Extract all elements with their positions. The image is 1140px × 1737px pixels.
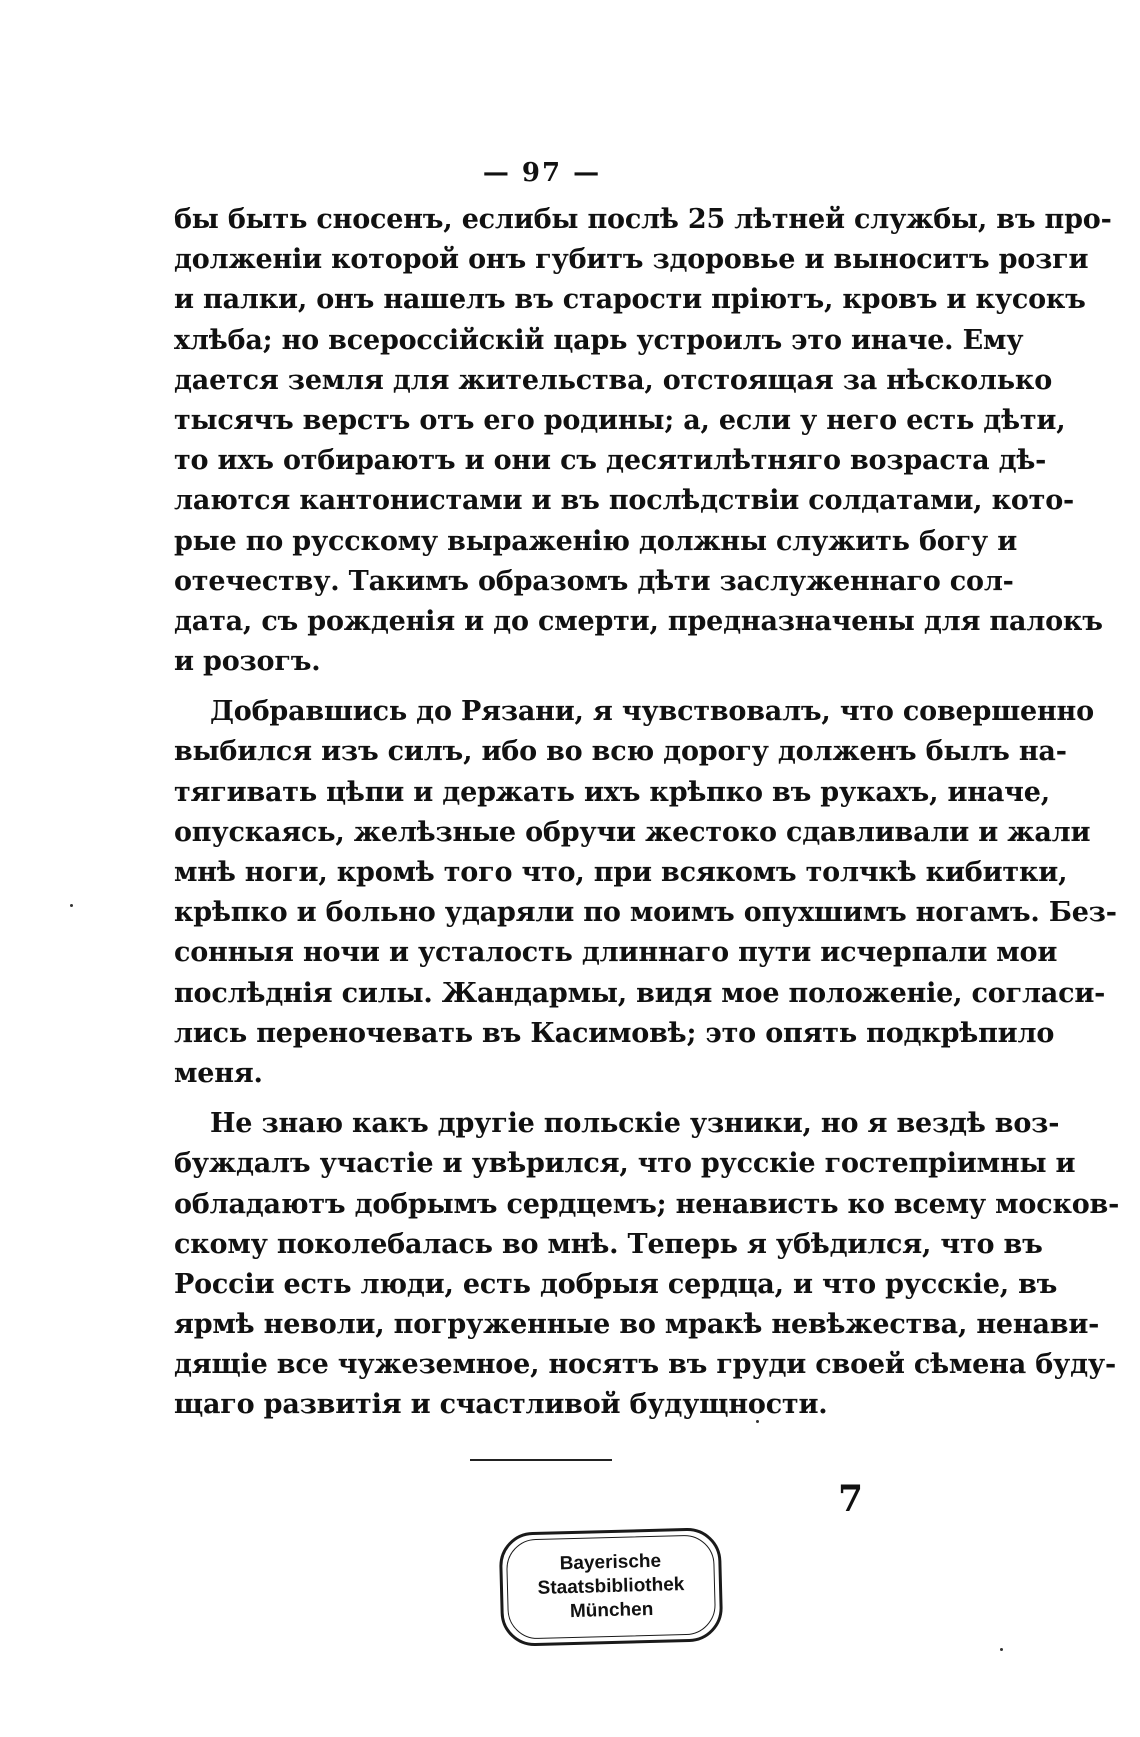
paragraphs-container — [174, 200, 1120, 1426]
paper-speck — [70, 904, 73, 907]
body-text — [174, 200, 1120, 1426]
paragraph — [174, 692, 1117, 1094]
text-line: скому поколебалась во мнѣ. Теперь я убѣдился, что въ — [174, 1228, 1043, 1260]
text-line: буждалъ участіе и увѣрился, что русскіе гостепріимны и — [174, 1148, 1076, 1180]
text-line: дата, съ рожденія и до смерти, предназначены для палокъ — [174, 605, 1103, 637]
text-line: дящіе все чужеземное, носятъ въ груди своей сѣмена буду- — [174, 1349, 1116, 1381]
printer-signature: 7 — [838, 1478, 864, 1520]
text-line: Россіи есть люди, есть добрыя сердца, и что русскіе, въ — [174, 1268, 1058, 1300]
text-line: сонныя ночи и усталость длиннаго пути исчерпали мои — [174, 937, 1058, 969]
text-line: и палки, онъ нашелъ въ старости пріютъ, кровъ и кусокъ — [174, 284, 1086, 316]
text-line: и розогъ. — [174, 646, 321, 678]
text-line: долженіи которой онъ губитъ здоровье и выноситъ розги — [174, 244, 1089, 276]
text-line: ярмѣ неволи, погруженные во мракѣ невѣжества, ненави- — [174, 1309, 1100, 1341]
text-line: то ихъ отбираютъ и они съ десятилѣтняго возраста дѣ- — [174, 445, 1047, 477]
stamp-line-2: Staatsbibliothek — [537, 1574, 685, 1599]
text-line: обладаютъ добрымъ сердцемъ; ненависть ко всему москов- — [174, 1188, 1120, 1220]
text-line: тысячъ верстъ отъ его родины; а, если у него есть дѣти, — [174, 404, 1066, 436]
text-line: опускаясь, желѣзные обручи жестоко сдавливали и жали — [174, 816, 1091, 848]
paragraph-gap — [174, 682, 950, 692]
text-line: послѣднія силы. Жандармы, видя мое положеніе, согласи- — [174, 977, 1106, 1009]
text-line: меня. — [174, 1057, 263, 1089]
text-line: лись переночевать въ Касимовѣ; это опять подкрѣпило — [174, 1017, 1055, 1049]
paper-speck — [1000, 1648, 1003, 1651]
text-line: отечеству. Такимъ образомъ дѣти заслуженнаго сол- — [174, 565, 1014, 597]
text-line: щаго развитія и счастливой будущности. — [174, 1389, 828, 1421]
text-line: дается земля для жительства, отстоящая за нѣсколько — [174, 364, 1053, 396]
text-line: бы быть сносенъ, еслибы послѣ 25 лѣтней службы, въ про- — [174, 204, 1112, 235]
paragraph-gap — [174, 1094, 950, 1104]
stamp-line-3: München — [569, 1598, 654, 1623]
text-line: тягивать цѣпи и держать ихъ крѣпко въ рукахъ, иначе, — [174, 776, 1050, 808]
library-stamp — [499, 1527, 724, 1647]
paragraph — [174, 200, 1112, 682]
text-line: мнѣ ноги, кромѣ того что, при всякомъ толчкѣ кибитки, — [174, 857, 1068, 888]
page-number: — 97 — — [482, 158, 602, 188]
stamp-line-1: Bayerische — [559, 1550, 662, 1575]
text-line: выбился изъ силъ, ибо во всю дорогу долженъ былъ на- — [174, 736, 1067, 768]
paragraph — [174, 1104, 1120, 1426]
text-line: хлѣба; но всероссійскій царь устроилъ это иначе. Ему — [174, 324, 1024, 356]
end-rule — [470, 1459, 612, 1461]
text-line: рые по русскому выраженію должны служить богу и — [174, 525, 1018, 557]
text-line: крѣпко и больно ударяли по моимъ опухшимъ ногамъ. Без- — [174, 897, 1117, 929]
paper-speck — [756, 1420, 759, 1423]
text-line: лаются кантонистами и въ послѣдствіи солдатами, кото- — [174, 485, 1075, 517]
text-line: Добравшись до Рязани, я чувствовалъ, что совершенно — [210, 696, 1094, 728]
text-line: Не знаю какъ другіе польскіе узники, но я вездѣ воз- — [210, 1108, 1060, 1140]
